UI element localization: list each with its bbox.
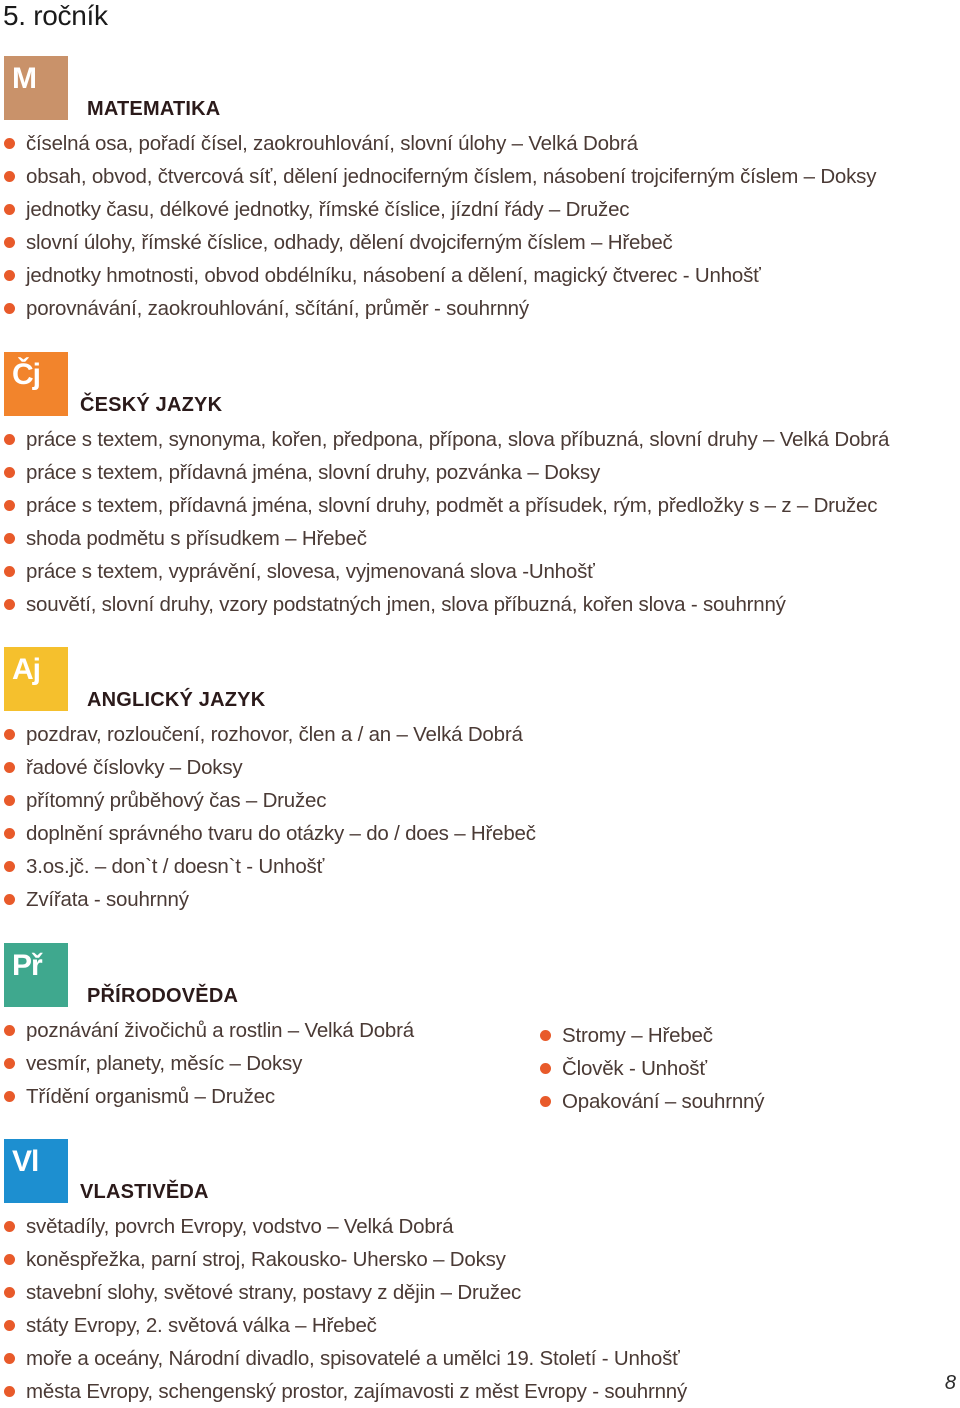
list-item-text: Člověk - Unhošť bbox=[562, 1057, 707, 1080]
bullet-icon bbox=[4, 795, 15, 806]
bullet-icon bbox=[540, 1063, 551, 1074]
list-item-text: 3.os.jč. – don`t / doesn`t - Unhošť bbox=[26, 855, 325, 878]
bullet-icon bbox=[4, 467, 15, 478]
bullet-icon bbox=[4, 1025, 15, 1036]
list-item-text: práce s textem, přídavná jména, slovní druhy, pozvánka – Doksy bbox=[26, 461, 601, 484]
bullet-icon bbox=[4, 1221, 15, 1232]
bullet-icon bbox=[4, 1091, 15, 1102]
page-number: 8 bbox=[944, 1372, 956, 1394]
list-item-text: Zvířata - souhrnný bbox=[26, 888, 189, 911]
bullet-icon bbox=[4, 861, 15, 872]
list-item-text: práce s textem, synonyma, kořen, předpona, přípona, slova příbuzná, slovní druhy – Velká Dobrá bbox=[26, 428, 890, 451]
bullet-icon bbox=[4, 1386, 15, 1397]
bullet-icon bbox=[540, 1096, 551, 1107]
section-title: ČESKÝ JAZYK bbox=[80, 394, 223, 416]
list-item-text: moře a oceány, Národní divadlo, spisovatelé a umělci 19. Století - Unhošť bbox=[26, 1347, 680, 1370]
list-item-text: souvětí, slovní druhy, vzory podstatných jmen, slova příbuzná, kořen slova - souhrnný bbox=[26, 593, 786, 616]
list-item-text: shoda podmětu s přísudkem – Hřebeč bbox=[26, 527, 367, 550]
bullet-icon bbox=[4, 171, 15, 182]
list-item-text: slovní úlohy, římské číslice, odhady, dělení dvojciferným číslem – Hřebeč bbox=[26, 231, 673, 254]
section-title: PŘÍRODOVĚDA bbox=[87, 985, 239, 1007]
list-item-text: doplnění správného tvaru do otázky – do / does – Hřebeč bbox=[26, 822, 536, 845]
list-item-text: Stromy – Hřebeč bbox=[562, 1024, 713, 1047]
bullet-icon bbox=[4, 1320, 15, 1331]
section-title: ANGLICKÝ JAZYK bbox=[87, 689, 266, 711]
bullet-icon bbox=[4, 500, 15, 511]
list-item-text: přítomný průběhový čas – Družec bbox=[26, 789, 327, 812]
list-item-text: řadové číslovky – Doksy bbox=[26, 756, 243, 779]
list-item-text: světadíly, povrch Evropy, vodstvo – Velká Dobrá bbox=[26, 1215, 454, 1238]
bullet-icon bbox=[4, 1058, 15, 1069]
bullet-icon bbox=[4, 434, 15, 445]
section-badge-aj: Aj bbox=[4, 647, 68, 711]
bullet-icon bbox=[4, 1254, 15, 1265]
list-item-text: státy Evropy, 2. světová válka – Hřebeč bbox=[26, 1314, 377, 1337]
section-badge-pr: Př bbox=[4, 943, 68, 1007]
list-item-text: koněspřežka, parní stroj, Rakousko- Uhersko – Doksy bbox=[26, 1248, 506, 1271]
section-title: MATEMATIKA bbox=[87, 98, 221, 120]
bullet-icon bbox=[4, 303, 15, 314]
list-item-text: stavební slohy, světové strany, postavy z dějin – Družec bbox=[26, 1281, 522, 1304]
list-item-text: města Evropy, schengenský prostor, zajímavosti z měst Evropy - souhrnný bbox=[26, 1380, 688, 1403]
list-item-text: jednotky hmotnosti, obvod obdélníku, násobení a dělení, magický čtverec - Unhošť bbox=[26, 264, 761, 287]
bullet-icon bbox=[4, 1353, 15, 1364]
bullet-icon bbox=[4, 566, 15, 577]
bullet-icon bbox=[4, 1287, 15, 1298]
list-item-text: práce s textem, přídavná jména, slovní druhy, podmět a přísudek, rým, předložky s – z – Družec bbox=[26, 494, 878, 517]
list-item-text: obsah, obvod, čtvercová síť, dělení jednociferným číslem, násobení trojciferným číslem – Doksy bbox=[26, 165, 877, 188]
bullet-icon bbox=[4, 533, 15, 544]
bullet-icon bbox=[4, 237, 15, 248]
list-item-text: jednotky času, délkové jednotky, římské číslice, jízdní řády – Družec bbox=[26, 198, 630, 221]
bullet-icon bbox=[4, 828, 15, 839]
list-item-text: Třídění organismů – Družec bbox=[26, 1085, 275, 1108]
bullet-icon bbox=[540, 1030, 551, 1041]
section-badge-vl: Vl bbox=[4, 1139, 68, 1203]
list-item-text: pozdrav, rozloučení, rozhovor, člen a / an – Velká Dobrá bbox=[26, 723, 523, 746]
bullet-icon bbox=[4, 138, 15, 149]
section-title: VLASTIVĚDA bbox=[80, 1181, 209, 1203]
list-item-text: poznávání živočichů a rostlin – Velká Dobrá bbox=[26, 1019, 414, 1042]
list-item-text: číselná osa, pořadí čísel, zaokrouhlování, slovní úlohy – Velká Dobrá bbox=[26, 132, 638, 155]
bullet-icon bbox=[4, 894, 15, 905]
list-item-text: práce s textem, vyprávění, slovesa, vyjmenovaná slova -Unhošť bbox=[26, 560, 595, 583]
page-title: 5. ročník bbox=[3, 0, 108, 31]
section-badge-m: M bbox=[4, 56, 68, 120]
bullet-icon bbox=[4, 204, 15, 215]
bullet-icon bbox=[4, 599, 15, 610]
section-badge-cj: Čj bbox=[4, 352, 68, 416]
list-item-text: porovnávání, zaokrouhlování, sčítání, průměr - souhrnný bbox=[26, 297, 529, 320]
bullet-icon bbox=[4, 270, 15, 281]
list-item-text: vesmír, planety, měsíc – Doksy bbox=[26, 1052, 303, 1075]
list-item-text: Opakování – souhrnný bbox=[562, 1090, 765, 1113]
bullet-icon bbox=[4, 729, 15, 740]
bullet-icon bbox=[4, 762, 15, 773]
